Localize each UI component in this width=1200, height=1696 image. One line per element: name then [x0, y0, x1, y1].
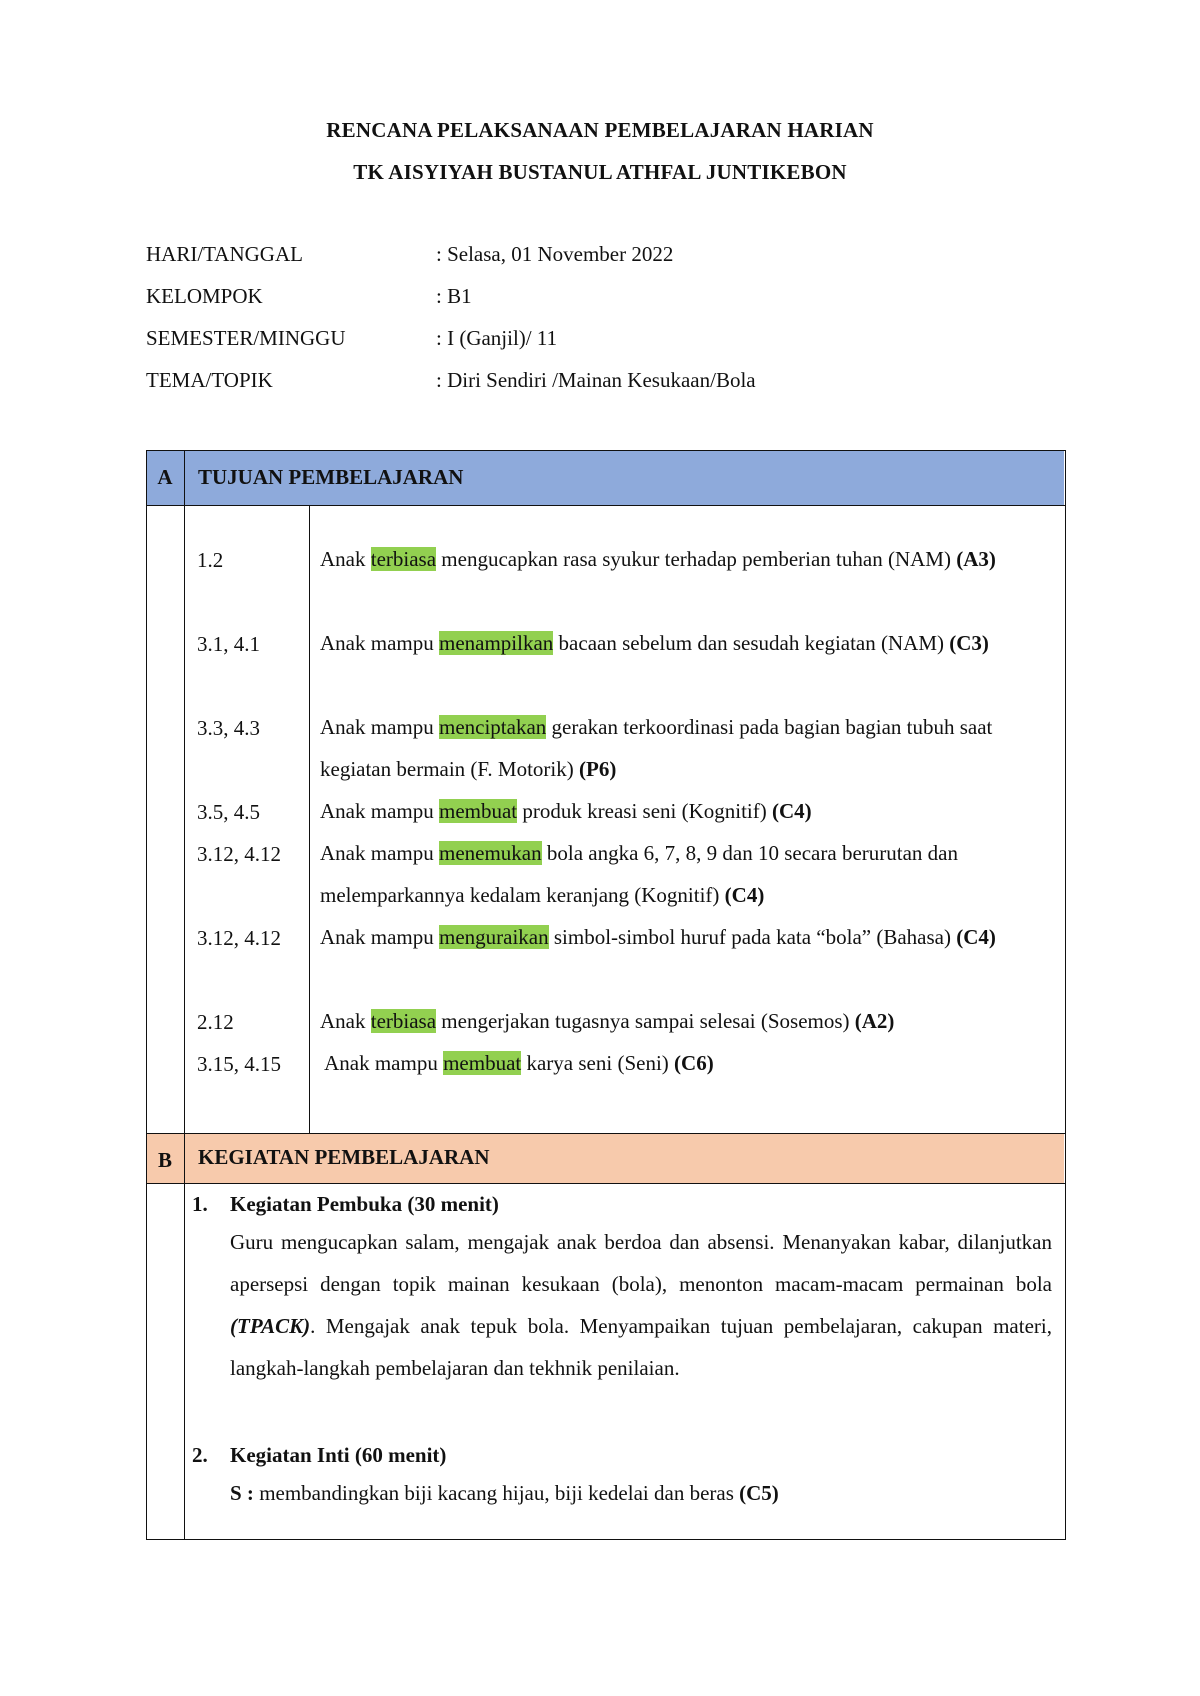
text-part: Anak mampu	[320, 715, 439, 739]
text-part: Anak	[320, 547, 371, 571]
document-title: RENCANA PELAKSANAAN PEMBELAJARAN HARIAN	[326, 118, 874, 142]
objective-text	[320, 622, 1055, 664]
school-name: TK AISYIYAH BUSTANUL ATHFAL JUNTIKEBON	[353, 160, 847, 184]
info-value: : B1	[436, 284, 472, 308]
objective-text	[320, 1042, 1055, 1084]
objective-tag: (P6)	[579, 757, 617, 781]
objective-tag: (A3)	[956, 547, 996, 571]
text-part: Anak mampu	[320, 841, 439, 865]
highlighted-verb: terbiasa	[370, 547, 437, 571]
text-part: produk kreasi seni (Kognitif)	[517, 799, 773, 823]
objective-tag: (A2)	[854, 1009, 895, 1033]
item-label: S :	[230, 1481, 254, 1505]
info-label: SEMESTER/MINGGU	[146, 326, 346, 350]
text-part: . Mengajak anak tepuk bola. Menyampaikan tujuan pembelajaran, cakupan materi, langkah-langkah pembelajaran dan tekhnik penilaian.	[230, 1314, 1058, 1380]
text-part: Anak mampu	[320, 631, 439, 655]
highlighted-verb: membuat	[438, 799, 518, 823]
activity-heading	[192, 1443, 1052, 1468]
info-label: KELOMPOK	[146, 284, 263, 308]
objective-text	[320, 706, 1055, 790]
activity-core	[192, 1443, 1052, 1514]
highlighted-verb: menampilkan	[438, 631, 554, 655]
objective-text	[320, 538, 1055, 580]
section-b-letter: B	[157, 1148, 172, 1172]
info-label: HARI/TANGGAL	[146, 242, 303, 266]
activity-item	[230, 1472, 1052, 1514]
activity-title: Kegiatan Inti (60 menit)	[230, 1443, 447, 1467]
item-text: membandingkan biji kacang hijau, biji kedelai dan beras	[253, 1481, 740, 1505]
text-part: Anak mampu	[320, 925, 439, 949]
activity-opening	[192, 1192, 1073, 1389]
objective-text	[320, 916, 1055, 958]
info-value: : Diri Sendiri /Mainan Kesukaan/Bola	[436, 368, 756, 392]
divider	[184, 450, 185, 1540]
section-a-title: TUJUAN PEMBELAJARAN	[198, 465, 464, 489]
objective-text	[320, 1000, 1055, 1042]
objective-code: 2.12	[197, 1010, 234, 1034]
activity-heading	[192, 1192, 1052, 1217]
objective-code: 3.12, 4.12	[197, 926, 281, 950]
objective-code: 3.1, 4.1	[197, 632, 260, 656]
text-part: Anak	[320, 1009, 371, 1033]
text-part: Anak mampu	[320, 1051, 444, 1075]
objective-text	[320, 790, 1055, 832]
activity-body	[230, 1221, 1073, 1389]
lesson-plan-table	[146, 450, 1073, 1540]
info-label: TEMA/TOPIK	[146, 368, 273, 392]
divider	[146, 1183, 1066, 1184]
text-part: bola angka 6, 7, 8, 9 dan 10 secara berurutan dan melemparkannya kedalam keranjang (Kognitif)	[320, 841, 958, 907]
text-part: Anak mampu	[320, 799, 439, 823]
highlighted-verb: menguraikan	[438, 925, 549, 949]
objective-tag: (C4)	[956, 925, 996, 949]
divider	[146, 505, 1066, 506]
tpack-tag: (TPACK)	[230, 1314, 311, 1338]
section-a-letter: A	[157, 465, 173, 489]
objective-text	[320, 832, 1055, 916]
info-value: : Selasa, 01 November 2022	[436, 242, 674, 266]
section-b-title: KEGIATAN PEMBELAJARAN	[198, 1145, 490, 1169]
objective-code: 3.3, 4.3	[197, 716, 260, 740]
highlighted-verb: menemukan	[438, 841, 542, 865]
divider	[146, 1133, 1066, 1134]
divider	[309, 505, 310, 1133]
objective-code: 1.2	[197, 548, 224, 572]
text-part: simbol-simbol huruf pada kata “bola” (Bahasa)	[548, 925, 957, 949]
text-part: mengucapkan rasa syukur terhadap pemberian tuhan (NAM)	[436, 547, 957, 571]
text-part: gerakan terkoordinasi pada bagian bagian tubuh saat kegiatan bermain (F. Motorik)	[320, 715, 993, 781]
activity-number: 1.	[192, 1192, 208, 1216]
activity-number: 2.	[192, 1443, 208, 1467]
text-part: mengerjakan tugasnya sampai selesai (Sosemos)	[436, 1009, 855, 1033]
objective-code: 3.15, 4.15	[197, 1052, 281, 1076]
objective-code: 3.5, 4.5	[197, 800, 260, 824]
item-tag: (C5)	[739, 1481, 779, 1505]
text-part: karya seni (Seni)	[521, 1051, 675, 1075]
highlighted-verb: menciptakan	[438, 715, 547, 739]
text-part: bacaan sebelum dan sesudah kegiatan (NAM)	[553, 631, 950, 655]
text-part: Guru mengucapkan salam, mengajak anak berdoa dan absensi. Menanyakan kabar, dilanjutkan apersepsi dengan topik mainan kesukaan (bola), menonton macam-macam permainan bola	[230, 1230, 1073, 1296]
highlighted-verb: membuat	[443, 1051, 522, 1075]
objective-code: 3.12, 4.12	[197, 842, 281, 866]
info-value: : I (Ganjil)/ 11	[436, 326, 558, 350]
objective-tag: (C3)	[949, 631, 989, 655]
objective-tag: (C6)	[674, 1051, 714, 1075]
objective-tag: (C4)	[772, 799, 812, 823]
highlighted-verb: terbiasa	[370, 1009, 437, 1033]
objective-tag: (C4)	[724, 883, 765, 907]
activity-title: Kegiatan Pembuka (30 menit)	[230, 1192, 499, 1216]
